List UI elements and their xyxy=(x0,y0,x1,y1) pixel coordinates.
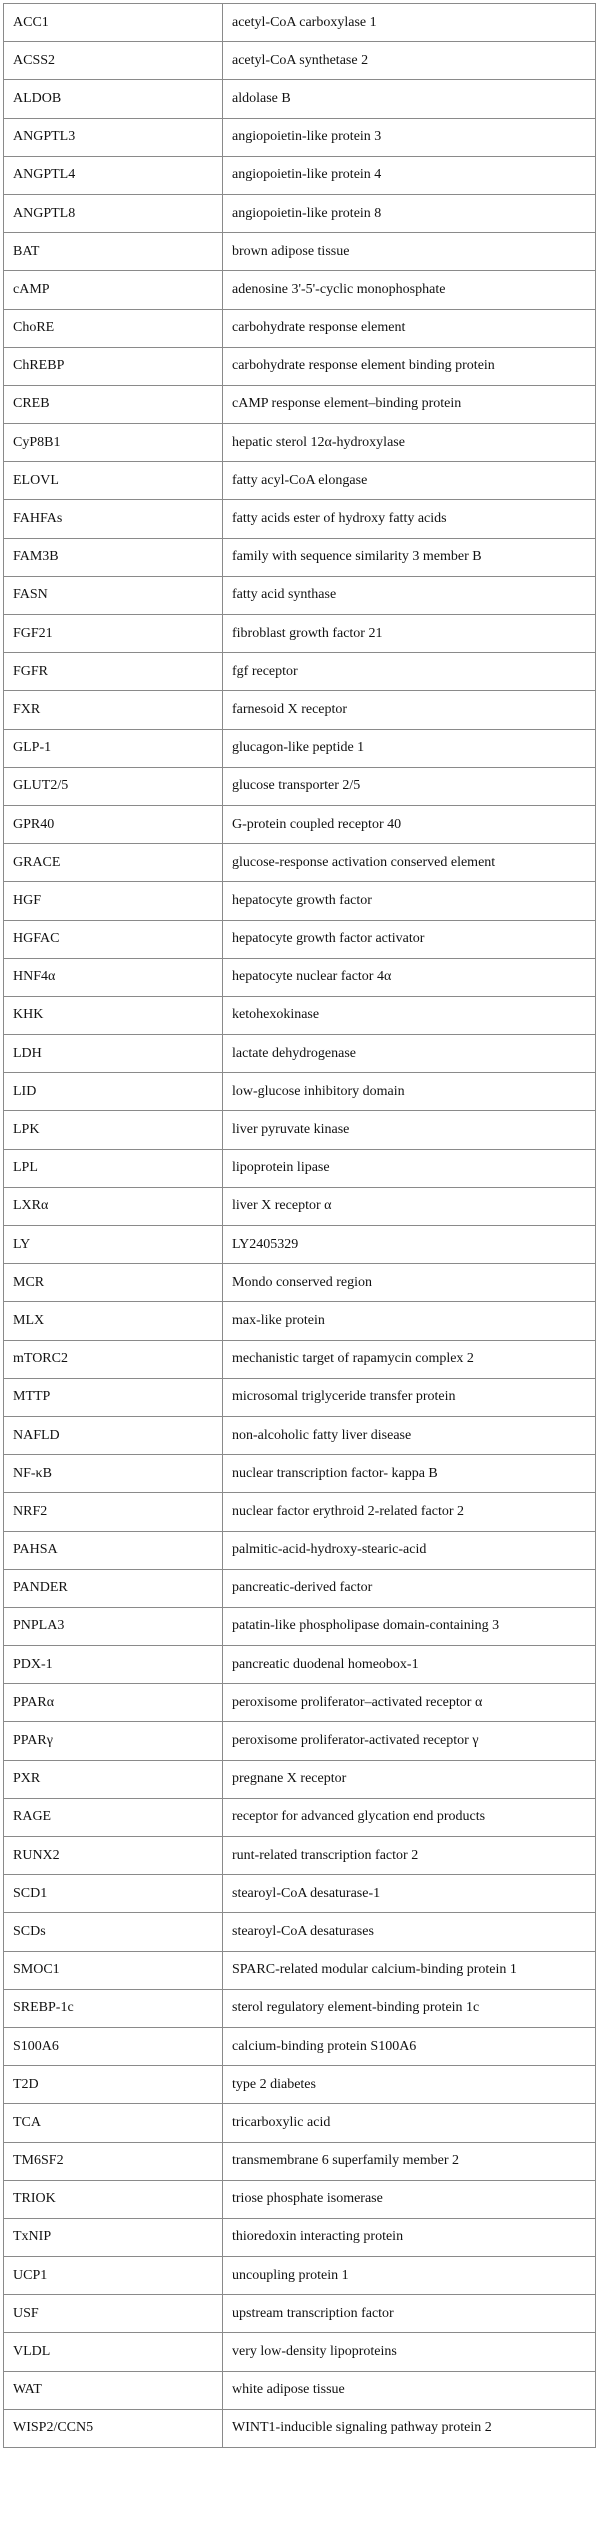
table-row xyxy=(4,1837,596,1875)
table-row xyxy=(4,462,596,500)
definition-cell: microsomal triglyceride transfer protein xyxy=(223,1378,596,1416)
definition-cell: tricarboxylic acid xyxy=(223,2104,596,2142)
table-row xyxy=(4,2180,596,2218)
definition-cell: peroxisome proliferator-activated receptor γ xyxy=(223,1722,596,1760)
definition-cell: Mondo conserved region xyxy=(223,1264,596,1302)
abbreviation-cell: GLP-1 xyxy=(4,729,223,767)
abbreviation-cell: FAHFAs xyxy=(4,500,223,538)
definition-cell: stearoyl-CoA desaturases xyxy=(223,1913,596,1951)
abbreviation-cell: FAM3B xyxy=(4,538,223,576)
table-row xyxy=(4,1111,596,1149)
table-row xyxy=(4,118,596,156)
abbreviation-cell: SREBP-1c xyxy=(4,1989,223,2027)
table-row xyxy=(4,500,596,538)
definition-cell: patatin-like phospholipase domain-containing 3 xyxy=(223,1607,596,1645)
abbreviation-cell: mTORC2 xyxy=(4,1340,223,1378)
table-row xyxy=(4,80,596,118)
abbreviation-cell: USF xyxy=(4,2295,223,2333)
table-row xyxy=(4,2066,596,2104)
abbreviation-cell: PPARγ xyxy=(4,1722,223,1760)
table-row xyxy=(4,1989,596,2027)
table-row xyxy=(4,2027,596,2065)
table-row xyxy=(4,2371,596,2409)
table-row xyxy=(4,42,596,80)
table-row xyxy=(4,1951,596,1989)
abbreviation-cell: PNPLA3 xyxy=(4,1607,223,1645)
table-row xyxy=(4,1760,596,1798)
definition-cell: hepatocyte growth factor activator xyxy=(223,920,596,958)
definition-cell: hepatocyte nuclear factor 4α xyxy=(223,958,596,996)
definition-cell: fgf receptor xyxy=(223,653,596,691)
definition-cell: liver pyruvate kinase xyxy=(223,1111,596,1149)
abbreviation-cell: FXR xyxy=(4,691,223,729)
table-row xyxy=(4,1913,596,1951)
definition-cell: glucose-response activation conserved element xyxy=(223,844,596,882)
table-row xyxy=(4,2295,596,2333)
definition-cell: liver X receptor α xyxy=(223,1187,596,1225)
definition-cell: max-like protein xyxy=(223,1302,596,1340)
table-row xyxy=(4,271,596,309)
abbreviation-cell: LPL xyxy=(4,1149,223,1187)
abbreviation-cell: FGFR xyxy=(4,653,223,691)
definition-cell: brown adipose tissue xyxy=(223,233,596,271)
definition-cell: lactate dehydrogenase xyxy=(223,1035,596,1073)
abbreviation-cell: VLDL xyxy=(4,2333,223,2371)
definition-cell: G-protein coupled receptor 40 xyxy=(223,805,596,843)
table-row xyxy=(4,1149,596,1187)
table-row xyxy=(4,1646,596,1684)
abbreviation-cell: LDH xyxy=(4,1035,223,1073)
abbreviation-cell: PAHSA xyxy=(4,1531,223,1569)
table-row xyxy=(4,347,596,385)
abbreviation-cell: SMOC1 xyxy=(4,1951,223,1989)
table-row xyxy=(4,2104,596,2142)
abbreviation-cell: ChoRE xyxy=(4,309,223,347)
definition-cell: WINT1-inducible signaling pathway protein 2 xyxy=(223,2409,596,2447)
definition-cell: palmitic-acid-hydroxy-stearic-acid xyxy=(223,1531,596,1569)
abbreviation-cell: GRACE xyxy=(4,844,223,882)
table-row xyxy=(4,538,596,576)
definition-cell: type 2 diabetes xyxy=(223,2066,596,2104)
definition-cell: transmembrane 6 superfamily member 2 xyxy=(223,2142,596,2180)
table-row xyxy=(4,385,596,423)
definition-cell: non-alcoholic fatty liver disease xyxy=(223,1416,596,1454)
table-row xyxy=(4,653,596,691)
definition-cell: sterol regulatory element-binding protein 1c xyxy=(223,1989,596,2027)
table-row xyxy=(4,1416,596,1454)
definition-cell: thioredoxin interacting protein xyxy=(223,2218,596,2256)
table-row xyxy=(4,1264,596,1302)
definition-cell: hepatic sterol 12α-hydroxylase xyxy=(223,424,596,462)
abbreviation-cell: WISP2/CCN5 xyxy=(4,2409,223,2447)
abbreviation-cell: RAGE xyxy=(4,1798,223,1836)
abbreviation-cell: cAMP xyxy=(4,271,223,309)
abbreviation-cell: GPR40 xyxy=(4,805,223,843)
definition-cell: pregnane X receptor xyxy=(223,1760,596,1798)
abbreviation-cell: ANGPTL8 xyxy=(4,194,223,232)
table-row xyxy=(4,2142,596,2180)
definition-cell: acetyl-CoA carboxylase 1 xyxy=(223,4,596,42)
definition-cell: fibroblast growth factor 21 xyxy=(223,615,596,653)
definition-cell: adenosine 3'-5'-cyclic monophosphate xyxy=(223,271,596,309)
definition-cell: angiopoietin-like protein 3 xyxy=(223,118,596,156)
table-row xyxy=(4,424,596,462)
abbreviation-cell: HGFAC xyxy=(4,920,223,958)
abbreviation-cell: ANGPTL4 xyxy=(4,156,223,194)
table-row xyxy=(4,1722,596,1760)
abbreviation-cell: KHK xyxy=(4,996,223,1034)
definition-cell: angiopoietin-like protein 4 xyxy=(223,156,596,194)
definition-cell: white adipose tissue xyxy=(223,2371,596,2409)
abbreviation-cell: TRIOK xyxy=(4,2180,223,2218)
abbreviation-cell: RUNX2 xyxy=(4,1837,223,1875)
abbreviation-cell: CREB xyxy=(4,385,223,423)
definition-cell: triose phosphate isomerase xyxy=(223,2180,596,2218)
definition-cell: cAMP response element–binding protein xyxy=(223,385,596,423)
definition-cell: mechanistic target of rapamycin complex 2 xyxy=(223,1340,596,1378)
abbreviation-cell: LY xyxy=(4,1226,223,1264)
table-row xyxy=(4,233,596,271)
abbreviation-cell: NAFLD xyxy=(4,1416,223,1454)
abbreviation-cell: PANDER xyxy=(4,1569,223,1607)
definition-cell: fatty acyl-CoA elongase xyxy=(223,462,596,500)
table-row xyxy=(4,1226,596,1264)
abbreviation-cell: PXR xyxy=(4,1760,223,1798)
table-row xyxy=(4,2257,596,2295)
definition-cell: upstream transcription factor xyxy=(223,2295,596,2333)
abbreviation-cell: NF-κB xyxy=(4,1455,223,1493)
table-row xyxy=(4,1493,596,1531)
definition-cell: carbohydrate response element binding protein xyxy=(223,347,596,385)
abbreviation-cell: T2D xyxy=(4,2066,223,2104)
abbreviation-cell: ANGPTL3 xyxy=(4,118,223,156)
abbreviation-cell: FASN xyxy=(4,576,223,614)
definition-cell: glucose transporter 2/5 xyxy=(223,767,596,805)
definition-cell: receptor for advanced glycation end products xyxy=(223,1798,596,1836)
definition-cell: acetyl-CoA synthetase 2 xyxy=(223,42,596,80)
abbreviation-cell: PPARα xyxy=(4,1684,223,1722)
table-row xyxy=(4,1875,596,1913)
definition-cell: carbohydrate response element xyxy=(223,309,596,347)
table-row xyxy=(4,805,596,843)
table-row xyxy=(4,2409,596,2447)
definition-cell: very low-density lipoproteins xyxy=(223,2333,596,2371)
definition-cell: LY2405329 xyxy=(223,1226,596,1264)
definition-cell: calcium-binding protein S100A6 xyxy=(223,2027,596,2065)
abbreviation-cell: BAT xyxy=(4,233,223,271)
abbreviation-cell: TM6SF2 xyxy=(4,2142,223,2180)
table-row xyxy=(4,1607,596,1645)
abbreviation-cell: MCR xyxy=(4,1264,223,1302)
abbreviation-cell: MTTP xyxy=(4,1378,223,1416)
table-row xyxy=(4,996,596,1034)
abbreviations-table xyxy=(3,3,596,2448)
table-row xyxy=(4,844,596,882)
abbreviation-cell: TCA xyxy=(4,2104,223,2142)
definition-cell: low-glucose inhibitory domain xyxy=(223,1073,596,1111)
table-row xyxy=(4,194,596,232)
table-row xyxy=(4,1684,596,1722)
definition-cell: runt-related transcription factor 2 xyxy=(223,1837,596,1875)
table-row xyxy=(4,1378,596,1416)
definition-cell: family with sequence similarity 3 member B xyxy=(223,538,596,576)
definition-cell: fatty acids ester of hydroxy fatty acids xyxy=(223,500,596,538)
table-row xyxy=(4,309,596,347)
abbreviation-cell: LPK xyxy=(4,1111,223,1149)
table-row xyxy=(4,615,596,653)
abbreviation-cell: LID xyxy=(4,1073,223,1111)
table-row xyxy=(4,920,596,958)
abbreviations-table-body xyxy=(4,4,596,2448)
abbreviation-cell: LXRα xyxy=(4,1187,223,1225)
abbreviation-cell: HNF4α xyxy=(4,958,223,996)
table-row xyxy=(4,4,596,42)
table-row xyxy=(4,729,596,767)
abbreviation-cell: SCDs xyxy=(4,1913,223,1951)
abbreviation-cell: NRF2 xyxy=(4,1493,223,1531)
abbreviation-cell: ELOVL xyxy=(4,462,223,500)
table-row xyxy=(4,1035,596,1073)
definition-cell: fatty acid synthase xyxy=(223,576,596,614)
abbreviation-cell: GLUT2/5 xyxy=(4,767,223,805)
abbreviation-cell: ChREBP xyxy=(4,347,223,385)
abbreviation-cell: ALDOB xyxy=(4,80,223,118)
definition-cell: nuclear factor erythroid 2-related factor 2 xyxy=(223,1493,596,1531)
table-row xyxy=(4,1073,596,1111)
abbreviation-cell: TxNIP xyxy=(4,2218,223,2256)
table-row xyxy=(4,1798,596,1836)
table-row xyxy=(4,1340,596,1378)
definition-cell: hepatocyte growth factor xyxy=(223,882,596,920)
abbreviation-cell: ACSS2 xyxy=(4,42,223,80)
definition-cell: uncoupling protein 1 xyxy=(223,2257,596,2295)
definition-cell: nuclear transcription factor- kappa B xyxy=(223,1455,596,1493)
definition-cell: aldolase B xyxy=(223,80,596,118)
table-row xyxy=(4,2333,596,2371)
table-row xyxy=(4,882,596,920)
abbreviation-cell: FGF21 xyxy=(4,615,223,653)
table-row xyxy=(4,1302,596,1340)
definition-cell: stearoyl-CoA desaturase-1 xyxy=(223,1875,596,1913)
definition-cell: farnesoid X receptor xyxy=(223,691,596,729)
table-row xyxy=(4,767,596,805)
abbreviation-cell: MLX xyxy=(4,1302,223,1340)
table-row xyxy=(4,156,596,194)
table-row xyxy=(4,2218,596,2256)
abbreviation-cell: ACC1 xyxy=(4,4,223,42)
definition-cell: glucagon-like peptide 1 xyxy=(223,729,596,767)
definition-cell: ketohexokinase xyxy=(223,996,596,1034)
definition-cell: angiopoietin-like protein 8 xyxy=(223,194,596,232)
abbreviation-cell: PDX-1 xyxy=(4,1646,223,1684)
definition-cell: pancreatic duodenal homeobox-1 xyxy=(223,1646,596,1684)
table-row xyxy=(4,1187,596,1225)
abbreviation-cell: S100A6 xyxy=(4,2027,223,2065)
table-row xyxy=(4,691,596,729)
definition-cell: SPARC-related modular calcium-binding protein 1 xyxy=(223,1951,596,1989)
abbreviation-cell: SCD1 xyxy=(4,1875,223,1913)
definition-cell: pancreatic-derived factor xyxy=(223,1569,596,1607)
table-row xyxy=(4,958,596,996)
abbreviation-cell: CyP8B1 xyxy=(4,424,223,462)
abbreviation-cell: WAT xyxy=(4,2371,223,2409)
abbreviation-cell: UCP1 xyxy=(4,2257,223,2295)
abbreviation-cell: HGF xyxy=(4,882,223,920)
table-row xyxy=(4,1455,596,1493)
table-row xyxy=(4,576,596,614)
definition-cell: peroxisome proliferator–activated receptor α xyxy=(223,1684,596,1722)
table-row xyxy=(4,1569,596,1607)
table-row xyxy=(4,1531,596,1569)
definition-cell: lipoprotein lipase xyxy=(223,1149,596,1187)
